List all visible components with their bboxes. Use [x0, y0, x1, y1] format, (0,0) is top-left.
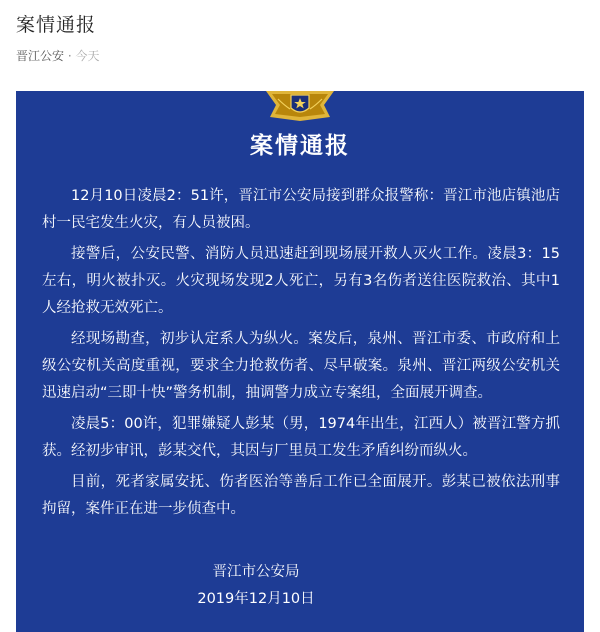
article-time: 今天: [75, 49, 100, 63]
meta-separator: ·: [67, 49, 72, 63]
notice-paragraph: 12月10日凌晨2：51许，晋江市公安局接到群众报警称：晋江市池店镇池店村一民宅发生火灾，有人员被困。: [42, 188, 560, 231]
notice-paragraph: 目前，死者家属安抚、伤者医治等善后工作已全面展开。彭某已被依法刑事拘留，案件正在进一步侦查中。: [42, 474, 560, 517]
notice-body: [42, 183, 560, 527]
issuer-name: 晋江市公安局: [212, 564, 300, 580]
article-title: 案情通报: [16, 14, 97, 36]
notice-image: [16, 91, 584, 632]
issue-date: 2019年12月10日: [197, 591, 315, 607]
article-source[interactable]: 晋江公安: [16, 49, 65, 63]
police-badge-icon: [264, 91, 336, 121]
article-meta: [16, 47, 100, 64]
notice-paragraph: 接警后，公安民警、消防人员迅速赶到现场展开救人灭火工作。凌晨3：15左右，明火被扑灭。火灾现场发现2人死亡，另有3名伤者送往医院救治、其中1人经抢救无效死亡。: [42, 246, 560, 316]
notice-paragraph: 经现场勘查，初步认定系人为纵火。案发后，泉州、晋江市委、市政府和上级公安机关高度重视，要求全力抢救伤者、尽早破案。泉州、晋江两级公安机关迅速启动“三即十快”警务机制，抽调警力成立专案组，全面展开调查。: [42, 331, 560, 401]
notice-signature: [16, 559, 496, 613]
notice-heading: 案情通报: [250, 133, 350, 159]
notice-paragraph: 凌晨5：00许，犯罪嫌疑人彭某（男，1974年出生，江西人）被晋江警方抓获。经初步审讯，彭某交代，其因与厂里员工发生矛盾纠纷而纵火。: [42, 416, 560, 459]
